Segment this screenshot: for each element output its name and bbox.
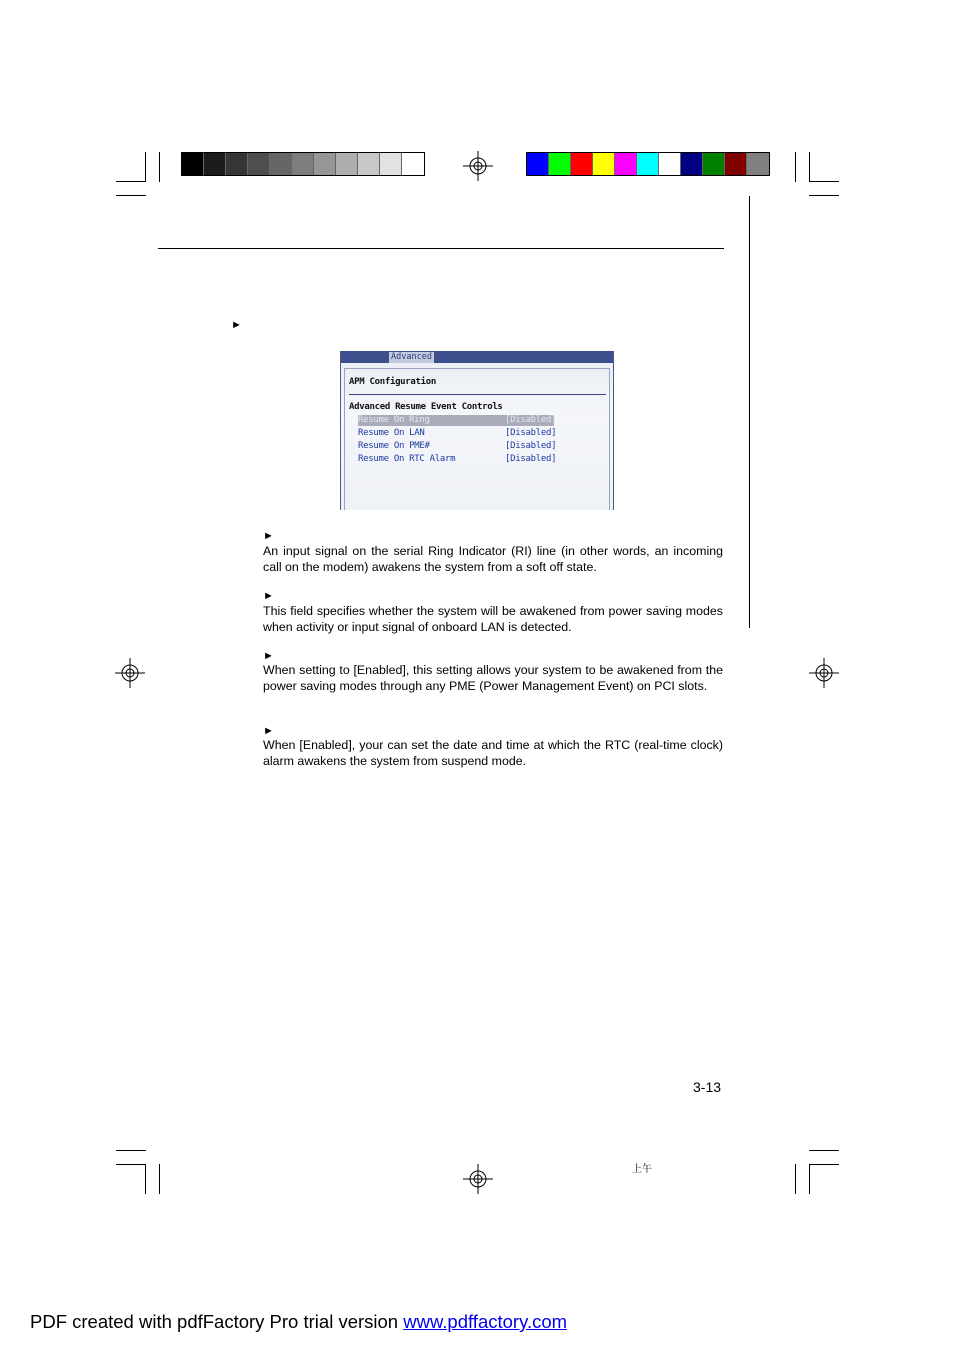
color-calibration-bar <box>526 152 770 176</box>
color-swatch <box>226 153 248 175</box>
crop-mark <box>159 1164 160 1194</box>
color-swatch <box>292 153 314 175</box>
bios-tab-advanced[interactable]: Advanced <box>391 352 432 362</box>
color-swatch <box>747 153 769 175</box>
crop-mark <box>145 152 146 182</box>
registration-mark-icon <box>115 658 145 688</box>
bios-menu-bar <box>341 351 613 363</box>
pdf-footer <box>30 1311 567 1333</box>
bios-option-resume-on-rtc-alarm[interactable] <box>358 454 557 465</box>
registration-mark-icon <box>809 658 839 688</box>
color-swatch <box>637 153 659 175</box>
item-arrow-icon: ► <box>263 530 274 542</box>
item-arrow-icon: ► <box>263 725 274 737</box>
color-swatch <box>659 153 681 175</box>
crop-mark <box>116 195 146 196</box>
color-swatch <box>593 153 615 175</box>
color-swatch <box>681 153 703 175</box>
section-arrow-icon: ► <box>231 319 242 331</box>
pdffactory-link[interactable]: www.pdffactory.com <box>403 1311 568 1332</box>
color-swatch <box>358 153 380 175</box>
description-resume-on-rtc-alarm: When [Enabled], your can set the date and time at which the RTC (real-time clock) alarm awakens the system from suspend mode. <box>263 738 723 768</box>
bios-option-label: Resume On RTC Alarm <box>358 454 456 464</box>
crop-mark <box>809 195 839 196</box>
crop-mark <box>795 1164 796 1194</box>
crop-mark <box>159 152 160 182</box>
corner-mark-text: 上午 <box>632 1164 652 1175</box>
description-resume-on-pme: When setting to [Enabled], this setting allows your system to be awakened from the power saving modes through any PME (Power Management Event) on PCI slots. <box>263 663 723 693</box>
bios-option-label: Resume On Ring <box>358 415 430 425</box>
bios-option-resume-on-lan[interactable] <box>358 428 557 439</box>
crop-mark <box>116 1150 146 1151</box>
color-swatch <box>615 153 637 175</box>
bios-title: APM Configuration <box>349 377 437 387</box>
crop-mark <box>809 1164 839 1165</box>
color-swatch <box>549 153 571 175</box>
crop-mark <box>809 1150 839 1151</box>
crop-mark <box>116 1164 146 1165</box>
color-swatch <box>182 153 204 175</box>
color-swatch <box>402 153 424 175</box>
crop-mark <box>809 1164 810 1194</box>
bios-section-heading: Advanced Resume Event Controls <box>349 402 503 412</box>
item-arrow-icon: ► <box>263 650 274 662</box>
bios-option-resume-on-ring[interactable] <box>358 415 557 426</box>
description-resume-on-ring: An input signal on the serial Ring Indicator (RI) line (in other words, an incoming call on the modem) awakens the system from a soft off state. <box>263 544 723 574</box>
bios-frame <box>344 368 610 510</box>
crop-mark <box>809 152 810 182</box>
page-number: 3-13 <box>693 1079 722 1095</box>
bios-option-resume-on-pme[interactable] <box>358 441 557 452</box>
color-swatch <box>571 153 593 175</box>
bios-screenshot <box>340 351 614 510</box>
crop-mark <box>795 152 796 182</box>
margin-rule <box>749 196 750 628</box>
color-swatch <box>527 153 549 175</box>
color-swatch <box>380 153 402 175</box>
registration-mark-icon <box>463 151 493 181</box>
color-swatch <box>248 153 270 175</box>
registration-mark-icon <box>463 1164 493 1194</box>
color-swatch <box>703 153 725 175</box>
description-resume-on-lan: This field specifies whether the system will be awakened from power saving modes when activity or input signal of onboard LAN is detected. <box>263 604 723 634</box>
color-swatch <box>725 153 747 175</box>
bios-option-label: Resume On PME# <box>358 441 430 451</box>
bios-option-value: [Disabled] <box>505 441 557 451</box>
crop-mark <box>809 181 839 182</box>
bios-separator <box>349 394 606 395</box>
color-swatch <box>314 153 336 175</box>
crop-mark <box>116 181 146 182</box>
footer-text: PDF created with pdfFactory Pro trial version <box>30 1311 404 1332</box>
bios-option-value: [Disabled] <box>505 428 557 438</box>
item-arrow-icon: ► <box>263 590 274 602</box>
color-swatch <box>204 153 226 175</box>
bios-option-value: [Disabled] <box>505 454 557 464</box>
bios-option-value: [Disabled] <box>505 415 557 425</box>
grayscale-calibration-bar <box>181 152 425 176</box>
header-rule <box>158 248 724 249</box>
bios-option-label: Resume On LAN <box>358 428 425 438</box>
color-swatch <box>336 153 358 175</box>
crop-mark <box>145 1164 146 1194</box>
color-swatch <box>270 153 292 175</box>
